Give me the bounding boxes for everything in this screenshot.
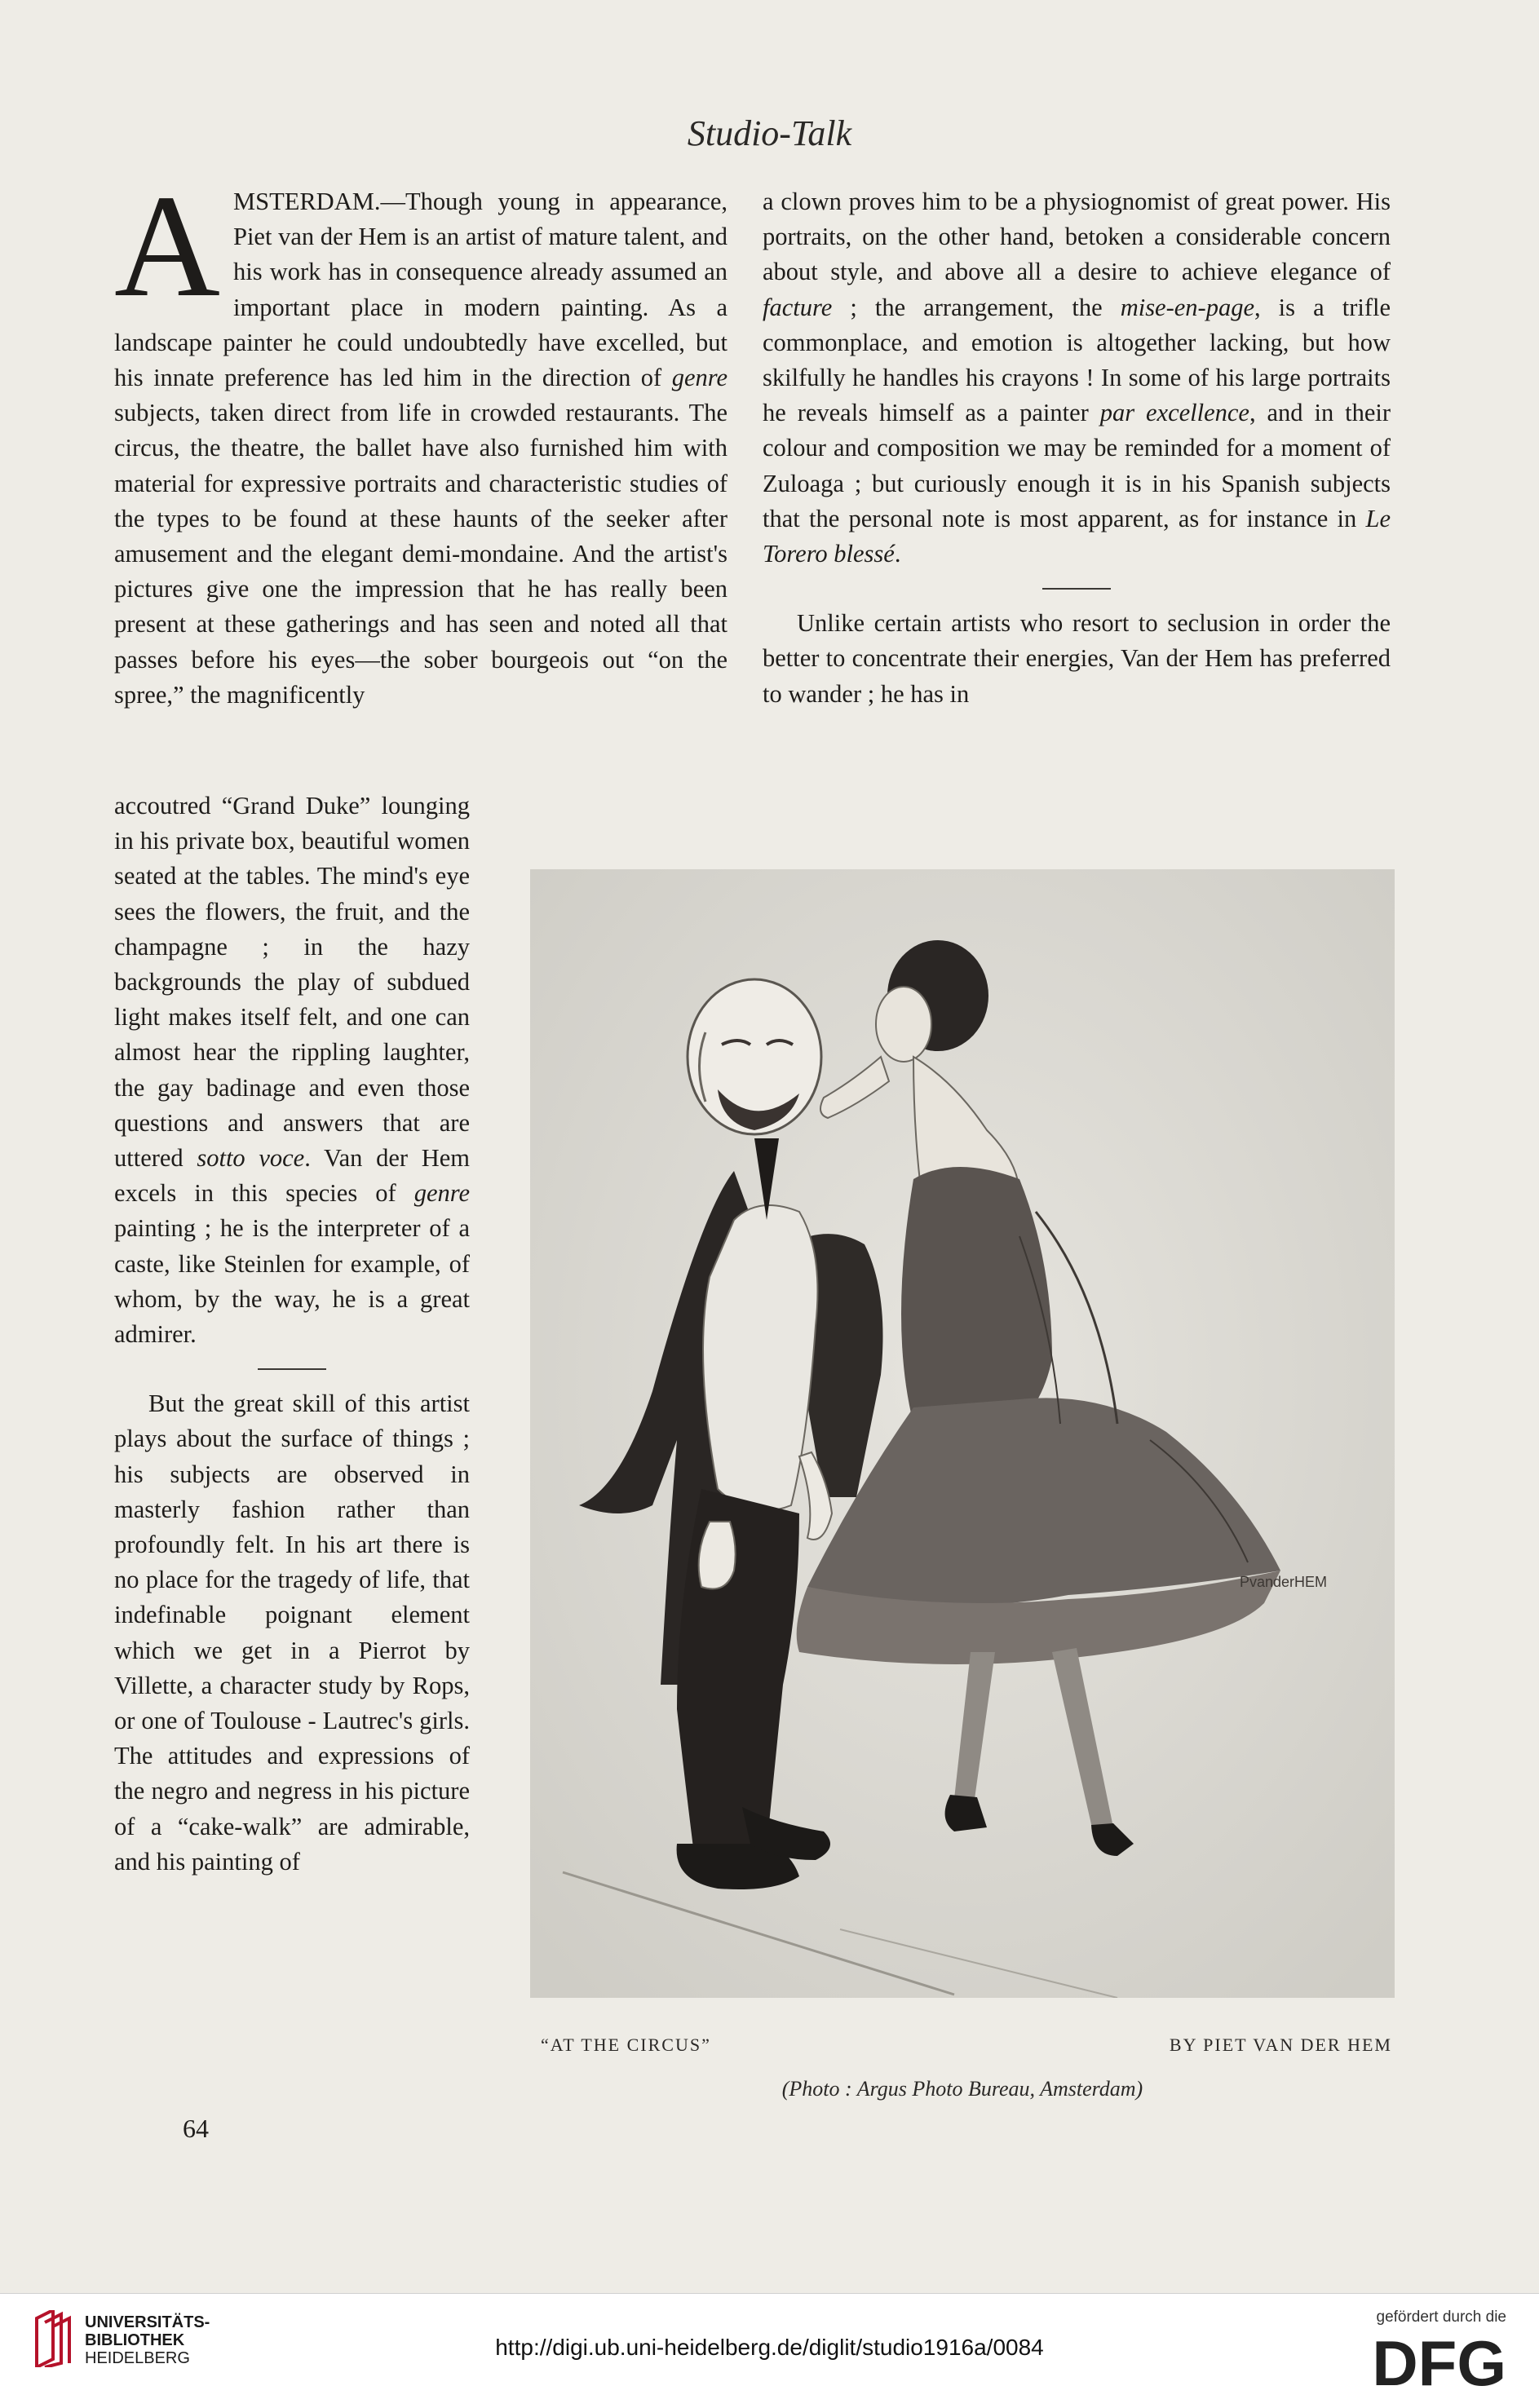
illustration-drawing [530, 869, 1395, 1998]
sotto-voce-italic: sotto voce [197, 1144, 305, 1173]
permalink-url[interactable]: http://digi.ub.uni-heidelberg.de/diglit/studio1916a/0084 [495, 2335, 1044, 2360]
torero-italic: Le Torero blessé [763, 504, 1391, 568]
right-column [763, 184, 1391, 712]
dfg-logo-icon [1343, 2328, 1506, 2393]
page-number: 64 [183, 2114, 209, 2143]
right-para-1a: a clown proves him to be a physiognomist of great power. His portraits, on the other hand, betoken a considerable concern about style, and above all a desire to achieve elegance of [763, 188, 1391, 286]
left-column-narrow [114, 789, 470, 1880]
section-divider-right [1042, 588, 1111, 590]
illustration-at-the-circus [530, 869, 1395, 1998]
left-para-1: MSTERDAM.—Though young in appearance, Piet van der Hem is an artist of mature talent, and his work has in consequence already assumed an important place in modern painting. As a landscape painter he could undoubtedly have excelled, but his innate preference has led him in the direction of [114, 188, 727, 392]
running-header-title: Studio-Talk [687, 113, 852, 153]
left-para-1-cont: subjects, taken direct from life in crowded restaurants. The circus, the theatre, the ballet have also furnished him with material for expressive portraits and characteristic studies of the types to be found at these haunts of the seeker after amusement and the elegant demi-mondaine. And the artist's pictures give one the impression that he has really been present at these gatherings and has seen and noted all that passes before his eyes—the sober bourgeois out “on the spree,” the magnificently [114, 399, 727, 709]
right-para-1c: , is a trifle commonplace, and emotion is altogether lacking, but how skilfully he handles his crayons ! In some of his large portraits he reveals himself as a painter [763, 293, 1391, 427]
funded-by-label: gefördert durch die [1376, 2309, 1506, 2326]
institution-line-3: HEIDELBERG [85, 2349, 190, 2367]
narrow-text-3: painting ; he is the interpreter of a caste, like Steinlen for example, of whom, by the way, he is a great admirer. [114, 1214, 470, 1349]
dfg-logo-text: DFG [1372, 2328, 1506, 2393]
footer-bar [0, 2293, 1539, 2408]
left-column-top [114, 165, 727, 713]
mise-italic: mise-en-page [1120, 293, 1254, 321]
genre-italic-2: genre [413, 1179, 470, 1208]
section-divider-left [258, 1368, 326, 1370]
figure-caption-artist: BY PIET VAN DER HEM [1169, 2035, 1392, 2055]
institution-line-2: BIBLIOTHEK [85, 2331, 185, 2349]
facture-italic: facture [763, 293, 833, 321]
institution-line-1: UNIVERSITÄTS- [85, 2313, 210, 2331]
right-para-1e: . [894, 540, 901, 568]
artist-signature: PvanderHEM [1240, 1574, 1328, 1590]
narrow-text-1: accoutred “Grand Duke” lounging in his private box, beautiful women seated at the tables. The mind's eye sees the flowers, the fruit, and the champagne ; in the hazy backgrounds the play of subdued light makes itself felt, and one can almost hear the rippling laughter, the gay badinage and even those questions and answers that are uttered [114, 792, 470, 1173]
right-para-1b: ; the arrangement, the [832, 293, 1121, 321]
drop-cap: A [114, 165, 220, 327]
right-para-2: Unlike certain artists who resort to seclusion in order the better to concentrate their energies, Van der Hem has preferred to wander ; he has in [763, 609, 1391, 708]
right-para-1d: , and in their colour and composition we may be reminded for a moment of Zuloaga ; but curiously enough it is in his Spanish subjects that the personal note is most apparent, as for instance in [763, 399, 1391, 532]
figure-caption-title: “AT THE CIRCUS” [541, 2035, 711, 2055]
photo-credit: (Photo : Argus Photo Bureau, Amsterdam) [781, 2077, 1143, 2101]
narrow-text-2: . Van der Hem excels in this species of [114, 1144, 470, 1208]
par-excellence-italic: par excellence [1099, 399, 1249, 427]
genre-italic: genre [671, 364, 727, 392]
left-para-2: But the great skill of this artist plays about the surface of things ; his subjects are observed in masterly fashion rather than profoundly felt. In his art there is no place for the tragedy of life, that indefinable poignant element which we get in a Pierrot by Villette, a character study by Rops, or one of Toulouse - Lautrec's girls. The attitudes and expressions of the negro and negress in his picture of a “cake-walk” are admirable, and his painting of [114, 1390, 470, 1876]
